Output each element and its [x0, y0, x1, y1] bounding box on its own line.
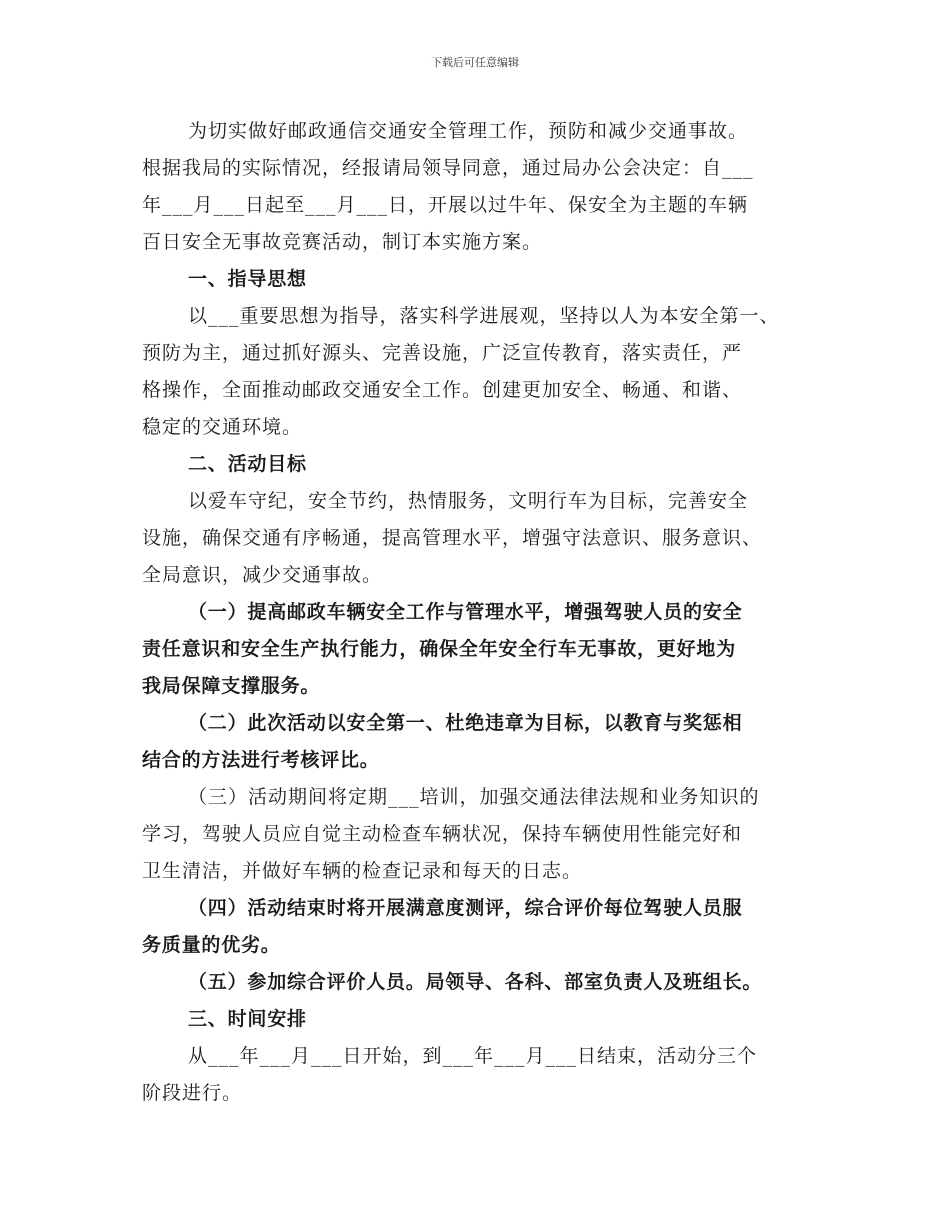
bold-paragraph-line: 结合的方法进行考核评比。: [142, 749, 380, 771]
paragraph-line: 以___重要思想为指导，落实科学进展观，坚持以人为本安全第一、: [188, 305, 780, 327]
paragraph-line: 卫生清洁，并做好车辆的检查记录和每天的日志。: [142, 860, 583, 882]
bold-paragraph-line: （四）活动结束时将开展满意度测评，综合评价每位驾驶人员服: [188, 897, 743, 919]
paragraph-line: 学习，驾驶人员应自觉主动检查车辆状况，保持车辆使用性能完好和: [142, 823, 743, 845]
bold-paragraph-line: （二）此次活动以安全第一、杜绝违章为目标，以教育与奖惩相: [188, 712, 743, 734]
paragraph-line: 格操作，全面推动邮政交通安全工作。创建更加安全、畅通、和谐、: [142, 379, 743, 401]
paragraph-line: 百日安全无事故竞赛活动，制订本实施方案。: [142, 231, 543, 253]
paragraph-line: 设施，确保交通有序畅通，提高管理水平，增强守法意识、服务意识、: [142, 527, 763, 549]
paragraph-line: 为切实做好邮政通信交通安全管理工作，预防和减少交通事故。: [188, 120, 749, 142]
page-header: 下载后可任意编辑: [431, 56, 519, 69]
bold-paragraph-line: （五）参加综合评价人员。局领导、各科、部室负责人及班组长。: [188, 971, 763, 993]
paragraph-line: 从___年___月___日开始，到___年___月___日结束，活动分三个: [188, 1045, 758, 1067]
bold-paragraph-line: 责任意识和安全生产执行能力，确保全年安全行车无事故，更好地为: [142, 638, 737, 660]
paragraph-line: 年___月___日起至___月___日，开展以过牛年、保安全为主题的车辆: [142, 194, 749, 216]
bold-paragraph-line: （一）提高邮政车辆安全工作与管理水平，增强驾驶人员的安全: [188, 601, 743, 623]
paragraph-line: 预防为主，通过抓好源头、完善设施，广泛宣传教育，落实责任，严: [142, 342, 743, 364]
section-heading: 一、指导思想: [188, 268, 307, 290]
document-body: [142, 113, 828, 1112]
paragraph-line: （三）活动期间将定期___培训，加强交通法律法规和业务知识的: [188, 786, 760, 808]
paragraph-line: 根据我局的实际情况，经报请局领导同意，通过局办公会决定：自___: [142, 157, 754, 179]
section-heading: 三、时间安排: [188, 1008, 307, 1030]
paragraph-line: 全局意识，减少交通事故。: [142, 564, 383, 586]
bold-paragraph-line: 我局保障支撑服务。: [142, 675, 321, 697]
bold-paragraph-line: 务质量的优劣。: [142, 934, 281, 956]
paragraph-line: 阶段进行。: [142, 1082, 243, 1104]
paragraph-line: 稳定的交通环境。: [142, 416, 303, 438]
paragraph-line: 以爱车守纪，安全节约，热情服务，文明行车为目标，完善安全: [188, 490, 749, 512]
section-heading: 二、活动目标: [188, 453, 307, 475]
